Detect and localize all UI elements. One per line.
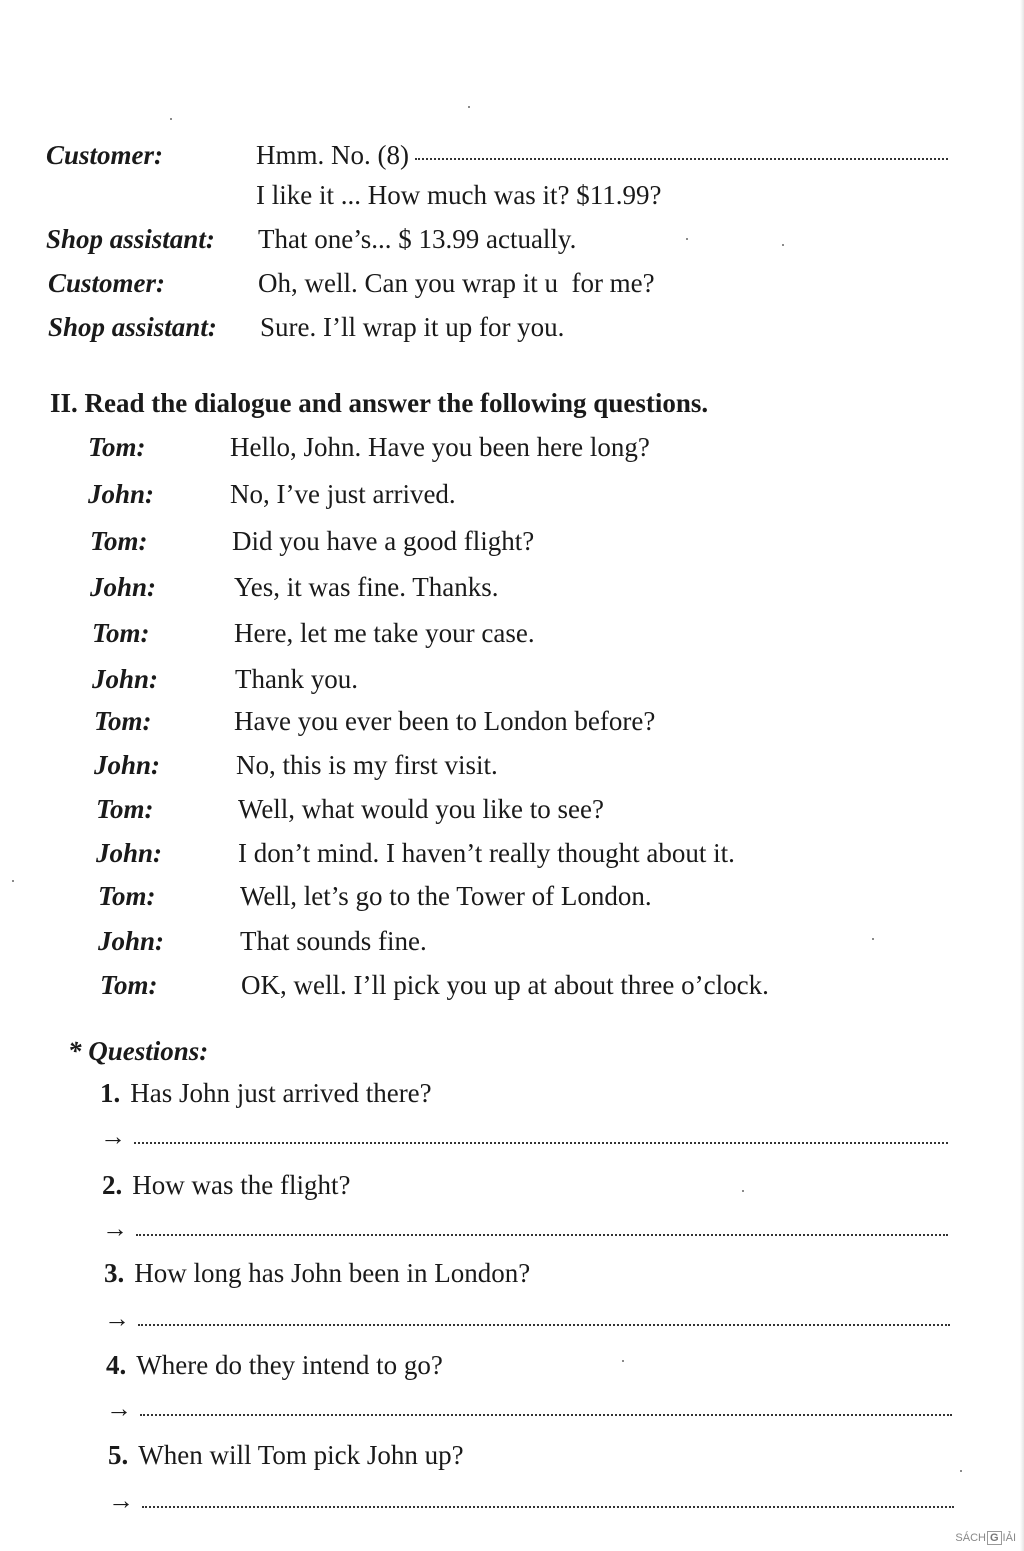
dialogue2-line	[90, 526, 534, 557]
question-item	[102, 1170, 350, 1201]
scan-speck	[872, 938, 874, 940]
dialogue2-line	[94, 750, 498, 781]
dialogue-text: That sounds fine.	[240, 926, 427, 956]
answer-blank[interactable]	[142, 1506, 954, 1508]
scan-speck	[686, 238, 688, 240]
speaker-label: Tom:	[98, 881, 156, 911]
scan-speck	[170, 118, 172, 120]
question-text: Where do they intend to go?	[136, 1350, 443, 1380]
speaker-label: John:	[88, 479, 155, 509]
answer-line[interactable]	[106, 1394, 952, 1424]
dialogue-text: Thank you.	[235, 664, 358, 694]
watermark-logo	[955, 1531, 1016, 1545]
answer-blank[interactable]	[140, 1414, 952, 1416]
watermark-right: IẢI	[1002, 1532, 1016, 1544]
dialogue1-line	[48, 268, 655, 299]
answer-blank[interactable]	[134, 1142, 948, 1144]
dialogue1-line	[46, 224, 576, 255]
dialogue-text: Have you ever been to London before?	[234, 706, 656, 736]
dialogue-text: Oh, well. Can you wrap it u for me?	[258, 268, 655, 298]
question-number: 4.	[106, 1350, 127, 1380]
dialogue-text: I don’t mind. I haven’t really thought about it.	[238, 838, 735, 868]
dialogue2-line	[90, 572, 499, 603]
speaker-label: John:	[94, 750, 161, 780]
scan-speck	[742, 1190, 744, 1192]
question-text: How was the flight?	[132, 1170, 351, 1200]
questions-heading: * Questions:	[68, 1036, 209, 1066]
speaker-label: John:	[96, 838, 163, 868]
answer-blank[interactable]	[138, 1324, 950, 1326]
dialogue2-line	[92, 664, 358, 695]
watermark-mark: G	[987, 1531, 1002, 1545]
dialogue-text: No, this is my first visit.	[236, 750, 498, 780]
speaker-label: Customer:	[48, 268, 166, 298]
arrow-icon: →	[108, 1486, 134, 1515]
dialogue-text: Well, what would you like to see?	[238, 794, 604, 824]
speaker-label: Tom:	[100, 970, 158, 1000]
speaker-label: Tom:	[94, 706, 152, 736]
question-text: Has John just arrived there?	[130, 1078, 432, 1108]
scan-speck	[960, 1470, 962, 1472]
speaker-label: John:	[92, 664, 159, 694]
dialogue-text: No, I’ve just arrived.	[230, 479, 456, 509]
dialogue-text: That one’s... $ 13.99 actually.	[258, 224, 577, 254]
speaker-label: John:	[98, 926, 165, 956]
question-item	[108, 1440, 464, 1471]
question-item	[104, 1258, 530, 1289]
section-title: II. Read the dialogue and answer the following questions.	[50, 388, 709, 418]
arrow-icon: →	[102, 1214, 128, 1243]
dialogue2-line	[96, 794, 604, 825]
answer-blank[interactable]	[136, 1234, 948, 1236]
dialogue1-line	[48, 312, 564, 343]
scan-speck	[622, 1360, 624, 1362]
speaker-label: John:	[90, 572, 157, 602]
dialogue-text: Yes, it was fine. Thanks.	[234, 572, 499, 602]
dialogue-text: Did you have a good flight?	[232, 526, 535, 556]
dialogue-text: Hmm. No. (8)	[256, 140, 409, 170]
question-number: 2.	[102, 1170, 123, 1200]
dialogue-text: Here, let me take your case.	[234, 618, 535, 648]
speaker-label: Tom:	[92, 618, 150, 648]
answer-line[interactable]	[108, 1486, 954, 1516]
dialogue2-line	[98, 926, 427, 957]
dialogue-text: I like it ... How much was it? $11.99?	[256, 180, 662, 210]
question-item	[106, 1350, 443, 1381]
dialogue-text: Sure. I’ll wrap it up for you.	[260, 312, 565, 342]
page-edge-shadow	[1020, 0, 1024, 1551]
question-number: 5.	[108, 1440, 129, 1470]
dialogue1-line	[46, 140, 948, 171]
question-item	[100, 1078, 432, 1109]
answer-line[interactable]	[102, 1214, 948, 1244]
arrow-icon: →	[100, 1122, 126, 1151]
dialogue2-line	[88, 432, 650, 463]
question-text: How long has John been in London?	[134, 1258, 531, 1288]
dialogue2-line	[96, 838, 735, 869]
watermark-left: SÁCH	[955, 1532, 986, 1544]
question-number: 1.	[100, 1078, 121, 1108]
scan-speck	[468, 106, 470, 108]
dialogue2-line	[100, 970, 769, 1001]
speaker-label: Tom:	[88, 432, 146, 462]
arrow-icon: →	[106, 1394, 132, 1423]
speaker-label: Tom:	[96, 794, 154, 824]
dialogue1-line	[46, 180, 661, 211]
speaker-label: Tom:	[90, 526, 148, 556]
question-number: 3.	[104, 1258, 125, 1288]
dialogue2-line	[88, 479, 456, 510]
fill-in-blank[interactable]	[415, 158, 948, 160]
speaker-label: Shop assistant:	[46, 224, 215, 254]
dialogue2-line	[92, 618, 535, 649]
speaker-label: Customer:	[46, 140, 164, 170]
dialogue2-line	[98, 881, 652, 912]
arrow-icon: →	[104, 1304, 130, 1333]
dialogue-text: Hello, John. Have you been here long?	[230, 432, 650, 462]
dialogue-text: Well, let’s go to the Tower of London.	[240, 881, 652, 911]
dialogue2-line	[94, 706, 655, 737]
answer-line[interactable]	[100, 1122, 948, 1152]
scan-speck	[12, 880, 14, 882]
question-text: When will Tom pick John up?	[138, 1440, 464, 1470]
answer-line[interactable]	[104, 1304, 950, 1334]
scan-speck	[782, 244, 784, 246]
dialogue-text: OK, well. I’ll pick you up at about three o’clock.	[241, 970, 769, 1000]
speaker-label: Shop assistant:	[48, 312, 217, 342]
